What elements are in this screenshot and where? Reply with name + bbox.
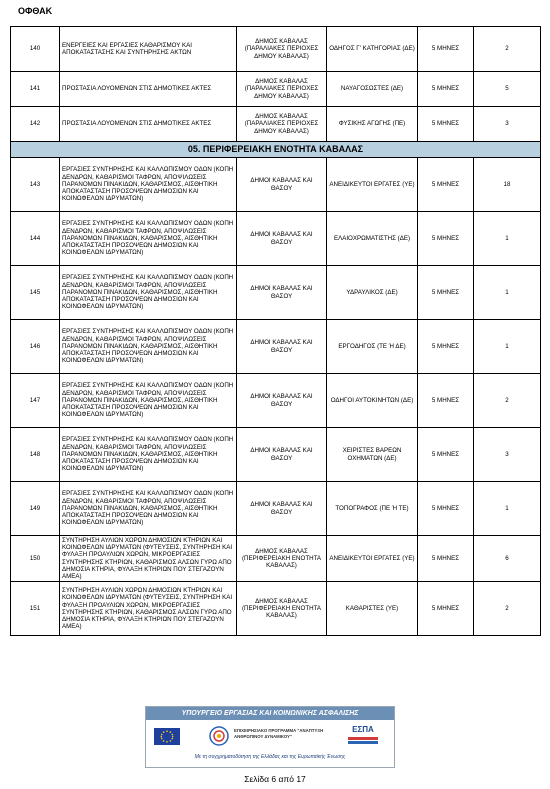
specialty-cell: ΕΛΑΙΟΧΡΩΜΑΤΙΣΤΗΣ (ΔΕ) bbox=[327, 212, 418, 266]
table-row bbox=[11, 72, 541, 107]
duration-cell: 5 ΜΗΝΕΣ bbox=[418, 374, 474, 428]
row-number-cell: 151 bbox=[11, 582, 60, 636]
project-description-cell: ΕΡΓΑΣΙΕΣ ΣΥΝΤΗΡΗΣΗΣ ΚΑΙ ΚΑΛΛΩΠΙΣΜΟΥ ΟΔΩΝ (ΚΟΠΗ ΔΕΝΔΡΩΝ, ΚΑΘΑΡΙΣΜΟΙ ΤΑΦΡΩΝ, ΑΠΟΨΙΛΩΣΕΙΣ ΠΑΡΑΝΟΜΩΝ ΠΙΝΑΚΙΔΩΝ, ΚΑΘΑΡΙΣΜΟΣ, ΑΙΣΘΗΤΙΚΗ ΑΠΟΚΑΤΑΣΤΑΣΗ ΠΡΟΣΟΨΕΩΝ ΔΗΜΟΣΙΩΝ ΚΑΙ ΚΟΙΝΩΦΕΛΩΝ ΙΔΡΥΜΑΤΩΝ) bbox=[60, 320, 237, 374]
positions-count-cell: 1 bbox=[474, 482, 541, 536]
table-row bbox=[11, 428, 541, 482]
footer-logo-banner bbox=[145, 706, 395, 768]
project-description-cell: ΕΡΓΑΣΙΕΣ ΣΥΝΤΗΡΗΣΗΣ ΚΑΙ ΚΑΛΛΩΠΙΣΜΟΥ ΟΔΩΝ (ΚΟΠΗ ΔΕΝΔΡΩΝ, ΚΑΘΑΡΙΣΜΟΙ ΤΑΦΡΩΝ, ΑΠΟΨΙΛΩΣΕΙΣ ΠΑΡΑΝΟΜΩΝ ΠΙΝΑΚΙΔΩΝ, ΚΑΘΑΡΙΣΜΟΣ, ΑΙΣΘΗΤΙΚΗ ΑΠΟΚΑΤΑΣΤΑΣΗ ΠΡΟΣΟΨΕΩΝ ΔΗΜΟΣΙΩΝ ΚΑΙ ΚΟΙΝΩΦΕΛΩΝ ΙΔΡΥΜΑΤΩΝ) bbox=[60, 266, 237, 320]
area-cell: ΔΗΜΟΙ ΚΑΒΑΛΑΣ ΚΑΙ ΘΑΣΟΥ bbox=[237, 266, 327, 320]
table-row bbox=[11, 27, 541, 72]
duration-cell: 5 ΜΗΝΕΣ bbox=[418, 428, 474, 482]
positions-count-cell: 2 bbox=[474, 374, 541, 428]
area-cell: ΔΗΜΟΙ ΚΑΒΑΛΑΣ ΚΑΙ ΘΑΣΟΥ bbox=[237, 428, 327, 482]
espa-logo-text: ΕΣΠΑ bbox=[352, 725, 374, 734]
table-row bbox=[11, 582, 541, 636]
specialty-cell: ΟΔΗΓΟΙ ΑΥΤΟΚΙΝΗΤΩΝ (ΔΕ) bbox=[327, 374, 418, 428]
area-cell: ΔΗΜΟΣ ΚΑΒΑΛΑΣ (ΠΕΡΙΦΕΡΕΙΑΚΗ ΕΝΟΤΗΤΑ ΚΑΒΑΛΑΣ) bbox=[237, 582, 327, 636]
table-row bbox=[11, 374, 541, 428]
duration-cell: 5 ΜΗΝΕΣ bbox=[418, 107, 474, 142]
table-row bbox=[11, 212, 541, 266]
page-number: Σελίδα 6 από 17 bbox=[244, 774, 306, 784]
eu-flag-icon bbox=[154, 728, 180, 745]
project-description-cell: ΕΡΓΑΣΙΕΣ ΣΥΝΤΗΡΗΣΗΣ ΚΑΙ ΚΑΛΛΩΠΙΣΜΟΥ ΟΔΩΝ (ΚΟΠΗ ΔΕΝΔΡΩΝ, ΚΑΘΑΡΙΣΜΟΙ ΤΑΦΡΩΝ, ΑΠΟΨΙΛΩΣΕΙΣ ΠΑΡΑΝΟΜΩΝ ΠΙΝΑΚΙΔΩΝ, ΚΑΘΑΡΙΣΜΟΣ, ΑΙΣΘΗΤΙΚΗ ΑΠΟΚΑΤΑΣΤΑΣΗ ΠΡΟΣΟΨΕΩΝ ΔΗΜΟΣΙΩΝ ΚΑΙ ΚΟΙΝΩΦΕΛΩΝ ΙΔΡΥΜΑΤΩΝ) bbox=[60, 374, 237, 428]
duration-cell: 5 ΜΗΝΕΣ bbox=[418, 320, 474, 374]
duration-cell: 5 ΜΗΝΕΣ bbox=[418, 536, 474, 582]
specialty-cell: ΥΔΡΑΥΛΙΚΟΣ (ΔΕ) bbox=[327, 266, 418, 320]
project-description-cell: ΕΡΓΑΣΙΕΣ ΣΥΝΤΗΡΗΣΗΣ ΚΑΙ ΚΑΛΛΩΠΙΣΜΟΥ ΟΔΩΝ (ΚΟΠΗ ΔΕΝΔΡΩΝ, ΚΑΘΑΡΙΣΜΟΙ ΤΑΦΡΩΝ, ΑΠΟΨΙΛΩΣΕΙΣ ΠΑΡΑΝΟΜΩΝ ΠΙΝΑΚΙΔΩΝ, ΚΑΘΑΡΙΣΜΟΣ, ΑΙΣΘΗΤΙΚΗ ΑΠΟΚΑΤΑΣΤΑΣΗ ΠΡΟΣΟΨΕΩΝ ΔΗΜΟΣΙΩΝ ΚΑΙ ΚΟΙΝΩΦΕΛΩΝ ΙΔΡΥΜΑΤΩΝ) bbox=[60, 212, 237, 266]
duration-cell: 5 ΜΗΝΕΣ bbox=[418, 158, 474, 212]
operational-program-logo-icon bbox=[208, 725, 230, 747]
specialty-cell: ΧΕΙΡΙΣΤΕΣ ΒΑΡΕΩΝ ΟΧΗΜΑΤΩΝ (ΔΕ) bbox=[327, 428, 418, 482]
area-cell: ΔΗΜΟΙ ΚΑΒΑΛΑΣ ΚΑΙ ΘΑΣΟΥ bbox=[237, 374, 327, 428]
positions-count-cell: 1 bbox=[474, 266, 541, 320]
positions-count-cell: 18 bbox=[474, 158, 541, 212]
row-number-cell: 144 bbox=[11, 212, 60, 266]
positions-table bbox=[10, 26, 541, 636]
table-row bbox=[11, 320, 541, 374]
table-row bbox=[11, 482, 541, 536]
table-row bbox=[11, 107, 541, 142]
row-number-cell: 141 bbox=[11, 72, 60, 107]
positions-count-cell: 1 bbox=[474, 320, 541, 374]
area-cell: ΔΗΜΟΣ ΚΑΒΑΛΑΣ (ΠΑΡΑΛΙΑΚΕΣ ΠΕΡΙΟΧΕΣ ΔΗΜΟΥ ΚΑΒΑΛΑΣ) bbox=[237, 107, 327, 142]
table-row bbox=[11, 158, 541, 212]
row-number-cell: 146 bbox=[11, 320, 60, 374]
row-number-cell: 150 bbox=[11, 536, 60, 582]
duration-cell: 5 ΜΗΝΕΣ bbox=[418, 72, 474, 107]
positions-count-cell: 3 bbox=[474, 428, 541, 482]
project-description-cell: ΣΥΝΤΗΡΗΣΗ ΑΥΛΙΩΝ ΧΩΡΩΝ ΔΗΜΟΣΙΩΝ ΚΤΗΡΙΩΝ ΚΑΙ ΚΟΙΝΩΦΕΛΩΝ ΙΔΡΥΜΑΤΩΝ (ΦΥΤΕΥΣΕΙΣ, ΣΥΝΤΗΡΗΣΗ ΚΑΙ ΦΥΛΑΞΗ ΠΡΟΑΥΛΙΩΝ ΧΩΡΩΝ, ΜΙΚΡΟΕΡΓΑΣΙΕΣ ΣΥΝΤΗΡΗΣΗΣ ΚΤΗΡΙΩΝ, ΚΑΘΑΡΙΣΜΟΣ ΑΛΣΩΝ ΓΥΡΩ ΑΠΟ ΔΗΜΟΣΙΑ ΚΤΗΡΙΑ, ΦΥΛΑΞΗ ΚΤΗΡΙΩΝ ΠΟΥ ΣΤΕΓΑΖΟΥΝ ΑΜΕΑ) bbox=[60, 536, 237, 582]
row-number-cell: 142 bbox=[11, 107, 60, 142]
duration-cell: 5 ΜΗΝΕΣ bbox=[418, 266, 474, 320]
row-number-cell: 143 bbox=[11, 158, 60, 212]
positions-count-cell: 2 bbox=[474, 27, 541, 72]
specialty-cell: ΝΑΥΑΓΟΣΩΣΤΕΣ (ΔΕ) bbox=[327, 72, 418, 107]
ministry-band: ΥΠΟΥΡΓΕΙΟ ΕΡΓΑΣΙΑΣ ΚΑΙ ΚΟΙΝΩΝΙΚΗΣ ΑΣΦΑΛΙΣΗΣ bbox=[146, 707, 394, 720]
specialty-cell: ΕΡΓΟΔΗΓΟΣ (ΤΕ Ή ΔΕ) bbox=[327, 320, 418, 374]
row-number-cell: 148 bbox=[11, 428, 60, 482]
duration-cell: 5 ΜΗΝΕΣ bbox=[418, 27, 474, 72]
area-cell: ΔΗΜΟΣ ΚΑΒΑΛΑΣ (ΠΕΡΙΦΕΡΕΙΑΚΗ ΕΝΟΤΗΤΑ ΚΑΒΑΛΑΣ) bbox=[237, 536, 327, 582]
specialty-cell: ΑΝΕΙΔΙΚΕΥΤΟΙ ΕΡΓΑΤΕΣ (ΥΕ) bbox=[327, 158, 418, 212]
project-description-cell: ΕΝΕΡΓΕΙΕΣ ΚΑΙ ΕΡΓΑΣΙΕΣ ΚΑΘΑΡΙΣΜΟΥ ΚΑΙ ΑΠΟΚΑΤΑΣΤΑΣΗΣ ΚΑΙ ΣΥΝΤΗΡΗΣΗΣ ΑΚΤΩΝ bbox=[60, 27, 237, 72]
table-row bbox=[11, 536, 541, 582]
specialty-cell: ΟΔΗΓΟΣ Γ' ΚΑΤΗΓΟΡΙΑΣ (ΔΕ) bbox=[327, 27, 418, 72]
cofinancing-caption: Με τη συγχρηματοδότηση της Ελλάδας και της Ευρωπαϊκής Ένωσης bbox=[194, 754, 346, 760]
specialty-cell: ΑΝΕΙΔΙΚΕΥΤΟΙ ΕΡΓΑΤΕΣ (ΥΕ) bbox=[327, 536, 418, 582]
section-header-row bbox=[11, 142, 541, 158]
duration-cell: 5 ΜΗΝΕΣ bbox=[418, 212, 474, 266]
area-cell: ΔΗΜΟΙ ΚΑΒΑΛΑΣ ΚΑΙ ΘΑΣΟΥ bbox=[237, 482, 327, 536]
duration-cell: 5 ΜΗΝΕΣ bbox=[418, 482, 474, 536]
duration-cell: 5 ΜΗΝΕΣ bbox=[418, 582, 474, 636]
row-number-cell: 140 bbox=[11, 27, 60, 72]
table-row bbox=[11, 266, 541, 320]
area-cell: ΔΗΜΟΙ ΚΑΒΑΛΑΣ ΚΑΙ ΘΑΣΟΥ bbox=[237, 212, 327, 266]
project-description-cell: ΠΡΟΣΤΑΣΙΑ ΛΟΥΟΜΕΝΩΝ ΣΤΙΣ ΔΗΜΟΤΙΚΕΣ ΑΚΤΕΣ bbox=[60, 72, 237, 107]
specialty-cell: ΚΑΘΑΡΙΣΤΕΣ (ΥΕ) bbox=[327, 582, 418, 636]
row-number-cell: 145 bbox=[11, 266, 60, 320]
section-title: 05. ΠΕΡΙΦΕΡΕΙΑΚΗ ΕΝΟΤΗΤΑ ΚΑΒΑΛΑΣ bbox=[11, 142, 541, 158]
area-cell: ΔΗΜΟΙ ΚΑΒΑΛΑΣ ΚΑΙ ΘΑΣΟΥ bbox=[237, 320, 327, 374]
project-description-cell: ΕΡΓΑΣΙΕΣ ΣΥΝΤΗΡΗΣΗΣ ΚΑΙ ΚΑΛΛΩΠΙΣΜΟΥ ΟΔΩΝ (ΚΟΠΗ ΔΕΝΔΡΩΝ, ΚΑΘΑΡΙΣΜΟΙ ΤΑΦΡΩΝ, ΑΠΟΨΙΛΩΣΕΙΣ ΠΑΡΑΝΟΜΩΝ ΠΙΝΑΚΙΔΩΝ, ΚΑΘΑΡΙΣΜΟΣ, ΑΙΣΘΗΤΙΚΗ ΑΠΟΚΑΤΑΣΤΑΣΗ ΠΡΟΣΟΨΕΩΝ ΔΗΜΟΣΙΩΝ ΚΑΙ ΚΟΙΝΩΦΕΛΩΝ ΙΔΡΥΜΑΤΩΝ) bbox=[60, 158, 237, 212]
project-description-cell: ΣΥΝΤΗΡΗΣΗ ΑΥΛΙΩΝ ΧΩΡΩΝ ΔΗΜΟΣΙΩΝ ΚΤΗΡΙΩΝ ΚΑΙ ΚΟΙΝΩΦΕΛΩΝ ΙΔΡΥΜΑΤΩΝ (ΦΥΤΕΥΣΕΙΣ, ΣΥΝΤΗΡΗΣΗ ΚΑΙ ΦΥΛΑΞΗ ΠΡΟΑΥΛΙΩΝ ΧΩΡΩΝ, ΜΙΚΡΟΕΡΓΑΣΙΕΣ ΣΥΝΤΗΡΗΣΗΣ ΚΤΗΡΙΩΝ, ΚΑΘΑΡΙΣΜΟΣ ΑΛΣΩΝ ΓΥΡΩ ΑΠΟ ΔΗΜΟΣΙΑ ΚΤΗΡΙΑ, ΦΥΛΑΞΗ ΚΤΗΡΙΩΝ ΠΟΥ ΣΤΕΓΑΖΟΥΝ ΑΜΕΑ) bbox=[60, 582, 237, 636]
document-header-title: ΟΦΘΑΚ bbox=[18, 6, 53, 16]
project-description-cell: ΕΡΓΑΣΙΕΣ ΣΥΝΤΗΡΗΣΗΣ ΚΑΙ ΚΑΛΛΩΠΙΣΜΟΥ ΟΔΩΝ (ΚΟΠΗ ΔΕΝΔΡΩΝ, ΚΑΘΑΡΙΣΜΟΙ ΤΑΦΡΩΝ, ΑΠΟΨΙΛΩΣΕΙΣ ΠΑΡΑΝΟΜΩΝ ΠΙΝΑΚΙΔΩΝ, ΚΑΘΑΡΙΣΜΟΣ, ΑΙΣΘΗΤΙΚΗ ΑΠΟΚΑΤΑΣΤΑΣΗ ΠΡΟΣΟΨΕΩΝ ΔΗΜΟΣΙΩΝ ΚΑΙ ΚΟΙΝΩΦΕΛΩΝ ΙΔΡΥΜΑΤΩΝ) bbox=[60, 482, 237, 536]
positions-count-cell: 1 bbox=[474, 212, 541, 266]
positions-count-cell: 6 bbox=[474, 536, 541, 582]
operational-program-text: ΕΠΙΧΕΙΡΗΣΙΑΚΟ ΠΡΟΓΡΑΜΜΑ "ΑΝΑΠΤΥΞΗ ΑΝΘΡΩΠΙΝΟΥ ΔΥΝΑΜΙΚΟΥ" bbox=[234, 728, 324, 739]
project-description-cell: ΠΡΟΣΤΑΣΙΑ ΛΟΥΟΜΕΝΩΝ ΣΤΙΣ ΔΗΜΟΤΙΚΕΣ ΑΚΤΕΣ bbox=[60, 107, 237, 142]
specialty-cell: ΤΟΠΟΓΡΑΦΟΣ (ΠΕ Ή ΤΕ) bbox=[327, 482, 418, 536]
row-number-cell: 147 bbox=[11, 374, 60, 428]
positions-count-cell: 3 bbox=[474, 107, 541, 142]
area-cell: ΔΗΜΟΙ ΚΑΒΑΛΑΣ ΚΑΙ ΘΑΣΟΥ bbox=[237, 158, 327, 212]
espa-logo-icon bbox=[342, 725, 384, 747]
area-cell: ΔΗΜΟΣ ΚΑΒΑΛΑΣ (ΠΑΡΑΛΙΑΚΕΣ ΠΕΡΙΟΧΕΣ ΔΗΜΟΥ ΚΑΒΑΛΑΣ) bbox=[237, 72, 327, 107]
project-description-cell: ΕΡΓΑΣΙΕΣ ΣΥΝΤΗΡΗΣΗΣ ΚΑΙ ΚΑΛΛΩΠΙΣΜΟΥ ΟΔΩΝ (ΚΟΠΗ ΔΕΝΔΡΩΝ, ΚΑΘΑΡΙΣΜΟΙ ΤΑΦΡΩΝ, ΑΠΟΨΙΛΩΣΕΙΣ ΠΑΡΑΝΟΜΩΝ ΠΙΝΑΚΙΔΩΝ, ΚΑΘΑΡΙΣΜΟΣ, ΑΙΣΘΗΤΙΚΗ ΑΠΟΚΑΤΑΣΤΑΣΗ ΠΡΟΣΟΨΕΩΝ ΔΗΜΟΣΙΩΝ ΚΑΙ ΚΟΙΝΩΦΕΛΩΝ ΙΔΡΥΜΑΤΩΝ) bbox=[60, 428, 237, 482]
area-cell: ΔΗΜΟΣ ΚΑΒΑΛΑΣ (ΠΑΡΑΛΙΑΚΕΣ ΠΕΡΙΟΧΕΣ ΔΗΜΟΥ ΚΑΒΑΛΑΣ) bbox=[237, 27, 327, 72]
specialty-cell: ΦΥΣΙΚΗΣ ΑΓΩΓΗΣ (ΠΕ) bbox=[327, 107, 418, 142]
positions-count-cell: 5 bbox=[474, 72, 541, 107]
positions-count-cell: 2 bbox=[474, 582, 541, 636]
row-number-cell: 149 bbox=[11, 482, 60, 536]
